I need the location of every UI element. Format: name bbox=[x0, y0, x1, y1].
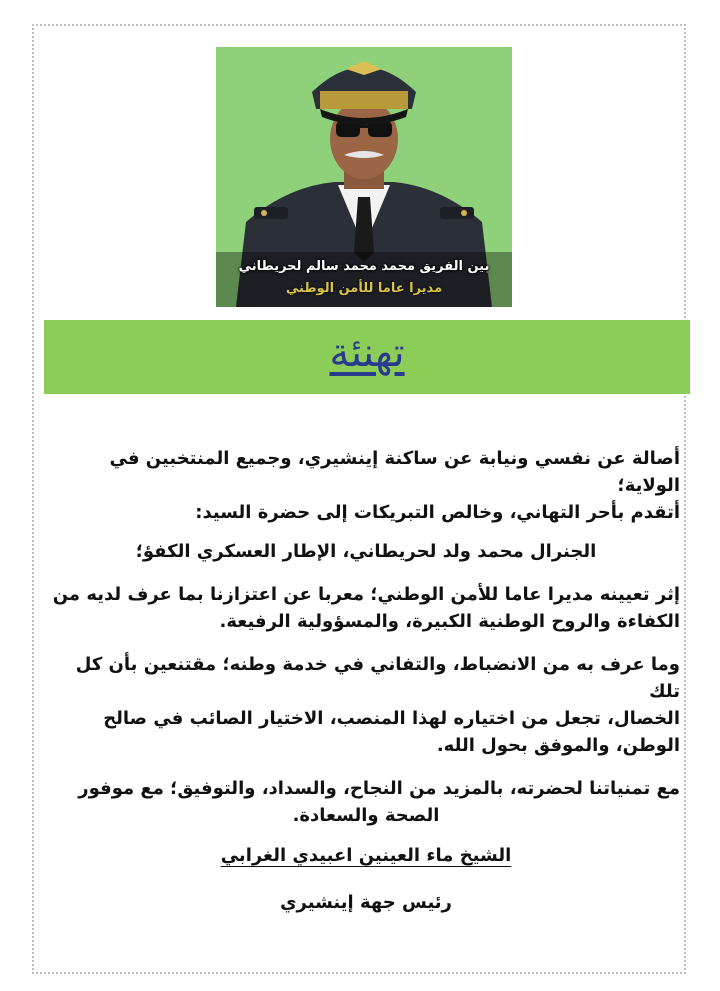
message-line: الكفاءة والروح الوطنية الكبيرة، والمسؤولية الرفيعة. bbox=[219, 611, 680, 632]
signature-name: الشيخ ماء العينين اعبيدي الغرابي bbox=[220, 845, 512, 866]
message-line: الجنرال محمد ولد لحريطاني، الإطار العسكري الكفؤ؛ bbox=[135, 541, 597, 562]
portrait-photo bbox=[216, 47, 512, 307]
message-line: الوطن، والموفق بحول الله. bbox=[436, 735, 680, 756]
message-body bbox=[52, 445, 680, 829]
page-title: تهنئة bbox=[329, 330, 405, 376]
message-line: أصالة عن نفسي ونيابة عن ساكنة إينشيري، وجميع المنتخبين في الولاية؛ bbox=[109, 448, 680, 496]
photo-caption-role: مديرا عاما للأمن الوطني bbox=[285, 281, 443, 296]
message-line: وما عرف به من الانضباط، والتفاني في خدمة وطنه؛ مقتنعين بأن كل تلك bbox=[75, 654, 680, 702]
message-line: الصحة والسعادة. bbox=[292, 805, 440, 826]
message-line: الخصال، تجعل من اختياره لهذا المنصب، الاختيار الصائب في صالح bbox=[103, 708, 680, 729]
message-line: مع تمنياتنا لحضرته، بالمزيد من النجاح، والسداد، والتوفيق؛ مع موفور bbox=[78, 778, 680, 799]
photo-caption-name: بين الفريق محمد محمد سالم لحريطاني bbox=[238, 259, 490, 274]
title-banner bbox=[44, 320, 690, 394]
message-line: أتقدم بأحر التهاني، وخالص التبريكات إلى حضرة السيد: bbox=[195, 502, 680, 523]
signature-title: رئيس جهة إينشيري bbox=[280, 892, 452, 913]
message-line: إثر تعيينه مديرا عاما للأمن الوطني؛ معربا عن اعتزازنا بما عرف لديه من bbox=[52, 584, 680, 605]
